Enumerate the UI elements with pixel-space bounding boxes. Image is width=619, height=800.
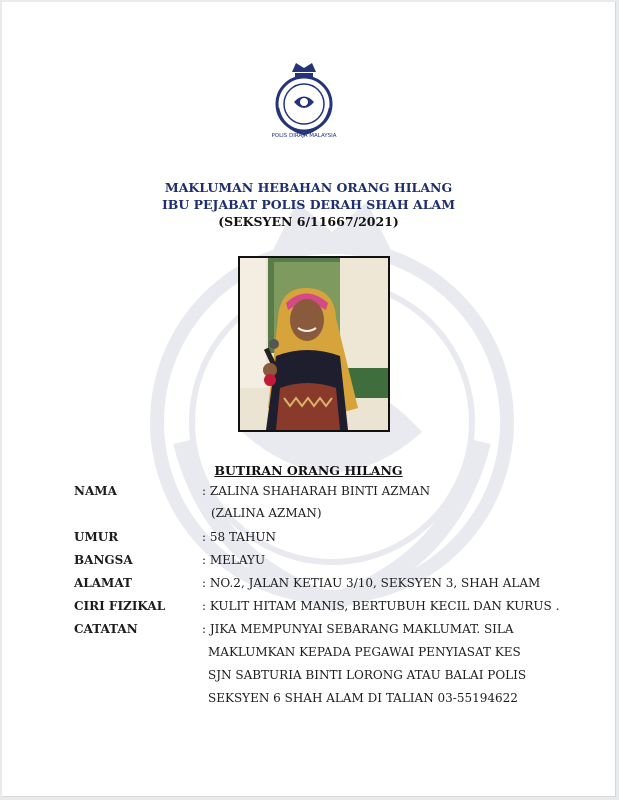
label-ciri-fizikal: CIRI FIZIKAL xyxy=(74,599,166,613)
value-catatan-line-1: : JIKA MEMPUNYAI SEBARANG MAKLUMAT. SILA xyxy=(202,622,514,636)
detail-row-umur xyxy=(2,530,615,548)
person-photo-icon xyxy=(240,258,388,430)
notice-heading xyxy=(2,179,615,230)
value-catatan-line-2: MAKLUMKAN KEPADA PEGAWAI PENYIASAT KES xyxy=(208,645,521,659)
heading-case-number: (SEKSYEN 6/11667/2021) xyxy=(218,214,399,229)
document-page xyxy=(2,2,616,797)
crest-text: POLIS DIRAJA MALAYSIA xyxy=(271,133,337,138)
detail-row-nama-alias xyxy=(2,506,615,524)
value-ciri-fizikal: : KULIT HITAM MANIS, BERTUBUH KECIL DAN KURUS . xyxy=(202,599,560,613)
label-bangsa: BANGSA xyxy=(74,553,133,567)
label-catatan: CATATAN xyxy=(74,622,138,636)
value-catatan-line-3: SJN SABTURIA BINTI LORONG ATAU BALAI POLIS xyxy=(208,668,527,682)
heading-line-2: IBU PEJABAT POLIS DERAH SHAH ALAM xyxy=(161,197,456,212)
value-nama: : ZALINA SHAHARAH BINTI AZMAN xyxy=(202,484,431,498)
label-alamat: ALAMAT xyxy=(74,576,132,590)
detail-row-nama xyxy=(2,484,615,502)
label-nama: NAMA xyxy=(74,484,117,498)
section-title: BUTIRAN ORANG HILANG xyxy=(214,463,403,478)
detail-row-catatan-4 xyxy=(2,691,615,709)
missing-person-photo xyxy=(238,256,390,432)
value-alamat: : NO.2, JALAN KETIAU 3/10, SEKSYEN 3, SHAH ALAM xyxy=(202,576,541,590)
police-crest-icon xyxy=(268,58,340,138)
detail-row-catatan xyxy=(2,622,615,640)
detail-row-catatan-2 xyxy=(2,645,615,663)
detail-row-bangsa xyxy=(2,553,615,571)
value-bangsa: : MELAYU xyxy=(202,553,266,567)
value-nama-alias: (ZALINA AZMAN) xyxy=(211,506,322,520)
label-umur: UMUR xyxy=(74,530,119,544)
heading-line-1: MAKLUMAN HEBAHAN ORANG HILANG xyxy=(164,180,453,195)
value-umur: : 58 TAHUN xyxy=(202,530,277,544)
detail-row-ciri-fizikal xyxy=(2,599,615,617)
detail-row-alamat xyxy=(2,576,615,594)
value-catatan-line-4: SEKSYEN 6 SHAH ALAM DI TALIAN 03-55194622 xyxy=(208,691,518,705)
detail-row-catatan-3 xyxy=(2,668,615,686)
